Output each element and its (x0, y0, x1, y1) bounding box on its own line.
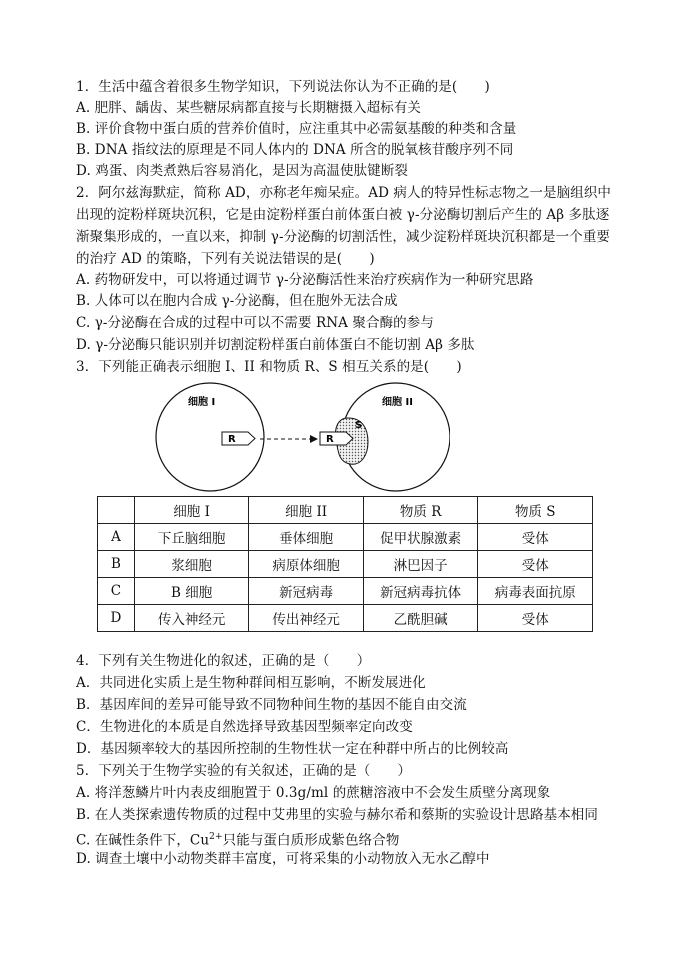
q4-option-d: D．基因频率较大的基因所控制的生物性状一定在种群中所占的比例较高 (76, 741, 509, 757)
q2-option-d: D. γ-分泌酶只能识别并切割淀粉样蛋白前体蛋白不能切割 Aβ 多肽 (76, 337, 475, 353)
q2-stem-line2: 出现的淀粉样斑块沉积，它是由淀粉样蛋白前体蛋白被 γ-分泌酶切割后产生的 Aβ 多肽逐 (76, 207, 610, 223)
arrow-head-icon (310, 435, 318, 443)
table-row (98, 605, 593, 632)
q3-options-table (97, 496, 593, 632)
q2-stem-line4: 的治疗 AD 的策略，下列有关说法错误的是( ) (76, 251, 375, 267)
q1-option-a: A. 肥胖、龋齿、某些糖尿病都直接与长期糖摄入超标有关 (76, 100, 422, 116)
q1-option-c: B. DNA 指纹法的原理是不同人体内的 DNA 所含的脱氧核苷酸序列不同 (76, 142, 514, 158)
table-cell: 新冠病毒 (249, 578, 364, 605)
q4-stem: 4．下列有关生物进化的叙述，正确的是（ ） (76, 653, 371, 669)
q2-option-a: A. 药物研发中，可以将通过调节 γ-分泌酶活性来治疗疾病作为一种研究思路 (76, 272, 534, 288)
substance-r-shape-2 (320, 432, 353, 445)
q5-option-a: A. 将洋葱鳞片叶内表皮细胞置于 0.3g/ml 的蔗糖溶液中不会发生质壁分离现象 (76, 785, 551, 801)
table-cell: 受体 (478, 524, 593, 551)
q5-option-c (76, 827, 399, 852)
table-cell: 传入神经元 (134, 605, 249, 632)
table-header-cell: 细胞 I (134, 497, 249, 524)
table-cell: 病原体细胞 (249, 551, 364, 578)
table-header-cell: 物质 R (363, 497, 478, 524)
table-cell: B (98, 551, 135, 578)
q5-option-d: D. 调查土壤中小动物类群丰富度，可将采集的小动物放入无水乙醇中 (76, 851, 490, 867)
q2-stem-line1: 2．阿尔兹海默症，简称 AD，亦称老年痴呆症。AD 病人的特异性标志物之一是脑组织中 (76, 185, 612, 201)
cell-1-label: 细胞 I (188, 397, 216, 408)
q4-option-a: A．共同进化实质上是生物种群间相互影响，不断发展进化 (76, 675, 426, 691)
cell-2-label: 细胞 II (382, 397, 413, 408)
q3-stem: 3．下列能正确表示细胞 I、II 和物质 R、S 相互关系的是( ) (76, 359, 462, 375)
table-header-row (98, 497, 593, 524)
table-row (98, 578, 593, 605)
substance-r-label-2: R (326, 434, 334, 445)
table-cell: 垂体细胞 (249, 524, 364, 551)
table-cell: 淋巴因子 (363, 551, 478, 578)
q5-option-c-text-end: 只能与蛋白质形成紫色络合物 (222, 832, 400, 849)
table-cell: A (98, 524, 135, 551)
table-cell: 受体 (478, 551, 593, 578)
cell-signal-diagram (150, 382, 450, 494)
q1-stem: 1．生活中蕴含着很多生物学知识，下列说法你认为不正确的是( ) (76, 79, 490, 95)
receptor-s-label: S (355, 420, 363, 431)
table-row (98, 524, 593, 551)
substance-r-shape-1 (222, 432, 255, 445)
table-cell: 传出神经元 (249, 605, 364, 632)
table-cell: 下丘脑细胞 (134, 524, 249, 551)
q5-option-c-text: C. 在碱性条件下，Cu (76, 832, 210, 849)
table-cell: 乙酰胆碱 (363, 605, 478, 632)
table-header-cell: 细胞 II (249, 497, 364, 524)
table-row (98, 551, 593, 578)
table-cell: C (98, 578, 135, 605)
table-cell: 浆细胞 (134, 551, 249, 578)
q1-option-d: D. 鸡蛋、肉类煮熟后容易消化，是因为高温使肽键断裂 (76, 163, 409, 179)
q2-stem-line3: 渐聚集形成的，一直以来，抑制 γ-分泌酶的切割活性，减少淀粉样斑块沉积都是一个重要 (76, 229, 611, 245)
substance-r-label-1: R (228, 434, 236, 445)
q2-option-c: C. γ-分泌酶在合成的过程中可以不需要 RNA 聚合酶的参与 (76, 315, 434, 331)
table-cell: D (98, 605, 135, 632)
q4-option-c: C．生物进化的本质是自然选择导致基因型频率定向改变 (76, 719, 413, 735)
table-cell: 受体 (478, 605, 593, 632)
q5-stem: 5．下列关于生物学实验的有关叙述，正确的是（ ） (76, 763, 412, 779)
table-cell: 促甲状腺激素 (363, 524, 478, 551)
q5-option-b: B. 在人类探索遗传物质的过程中艾弗里的实验与赫尔希和蔡斯的实验设计思路基本相同 (76, 807, 599, 823)
q2-option-b: B. 人体可以在胞内合成 γ-分泌酶，但在胞外无法合成 (76, 293, 398, 309)
table-cell: 新冠病毒抗体 (363, 578, 478, 605)
table-header-cell: 物质 S (478, 497, 593, 524)
q5-option-c-superscript: 2+ (209, 832, 223, 842)
table-cell: B 细胞 (134, 578, 249, 605)
q4-option-b: B．基因库间的差异可能导致不同物种间生物的基因不能自由交流 (76, 697, 467, 713)
q1-option-b: B. 评价食物中蛋白质的营养价值时，应注重其中必需氨基酸的种类和含量 (76, 121, 517, 137)
table-cell: 病毒表面抗原 (478, 578, 593, 605)
table-header-cell (98, 497, 135, 524)
